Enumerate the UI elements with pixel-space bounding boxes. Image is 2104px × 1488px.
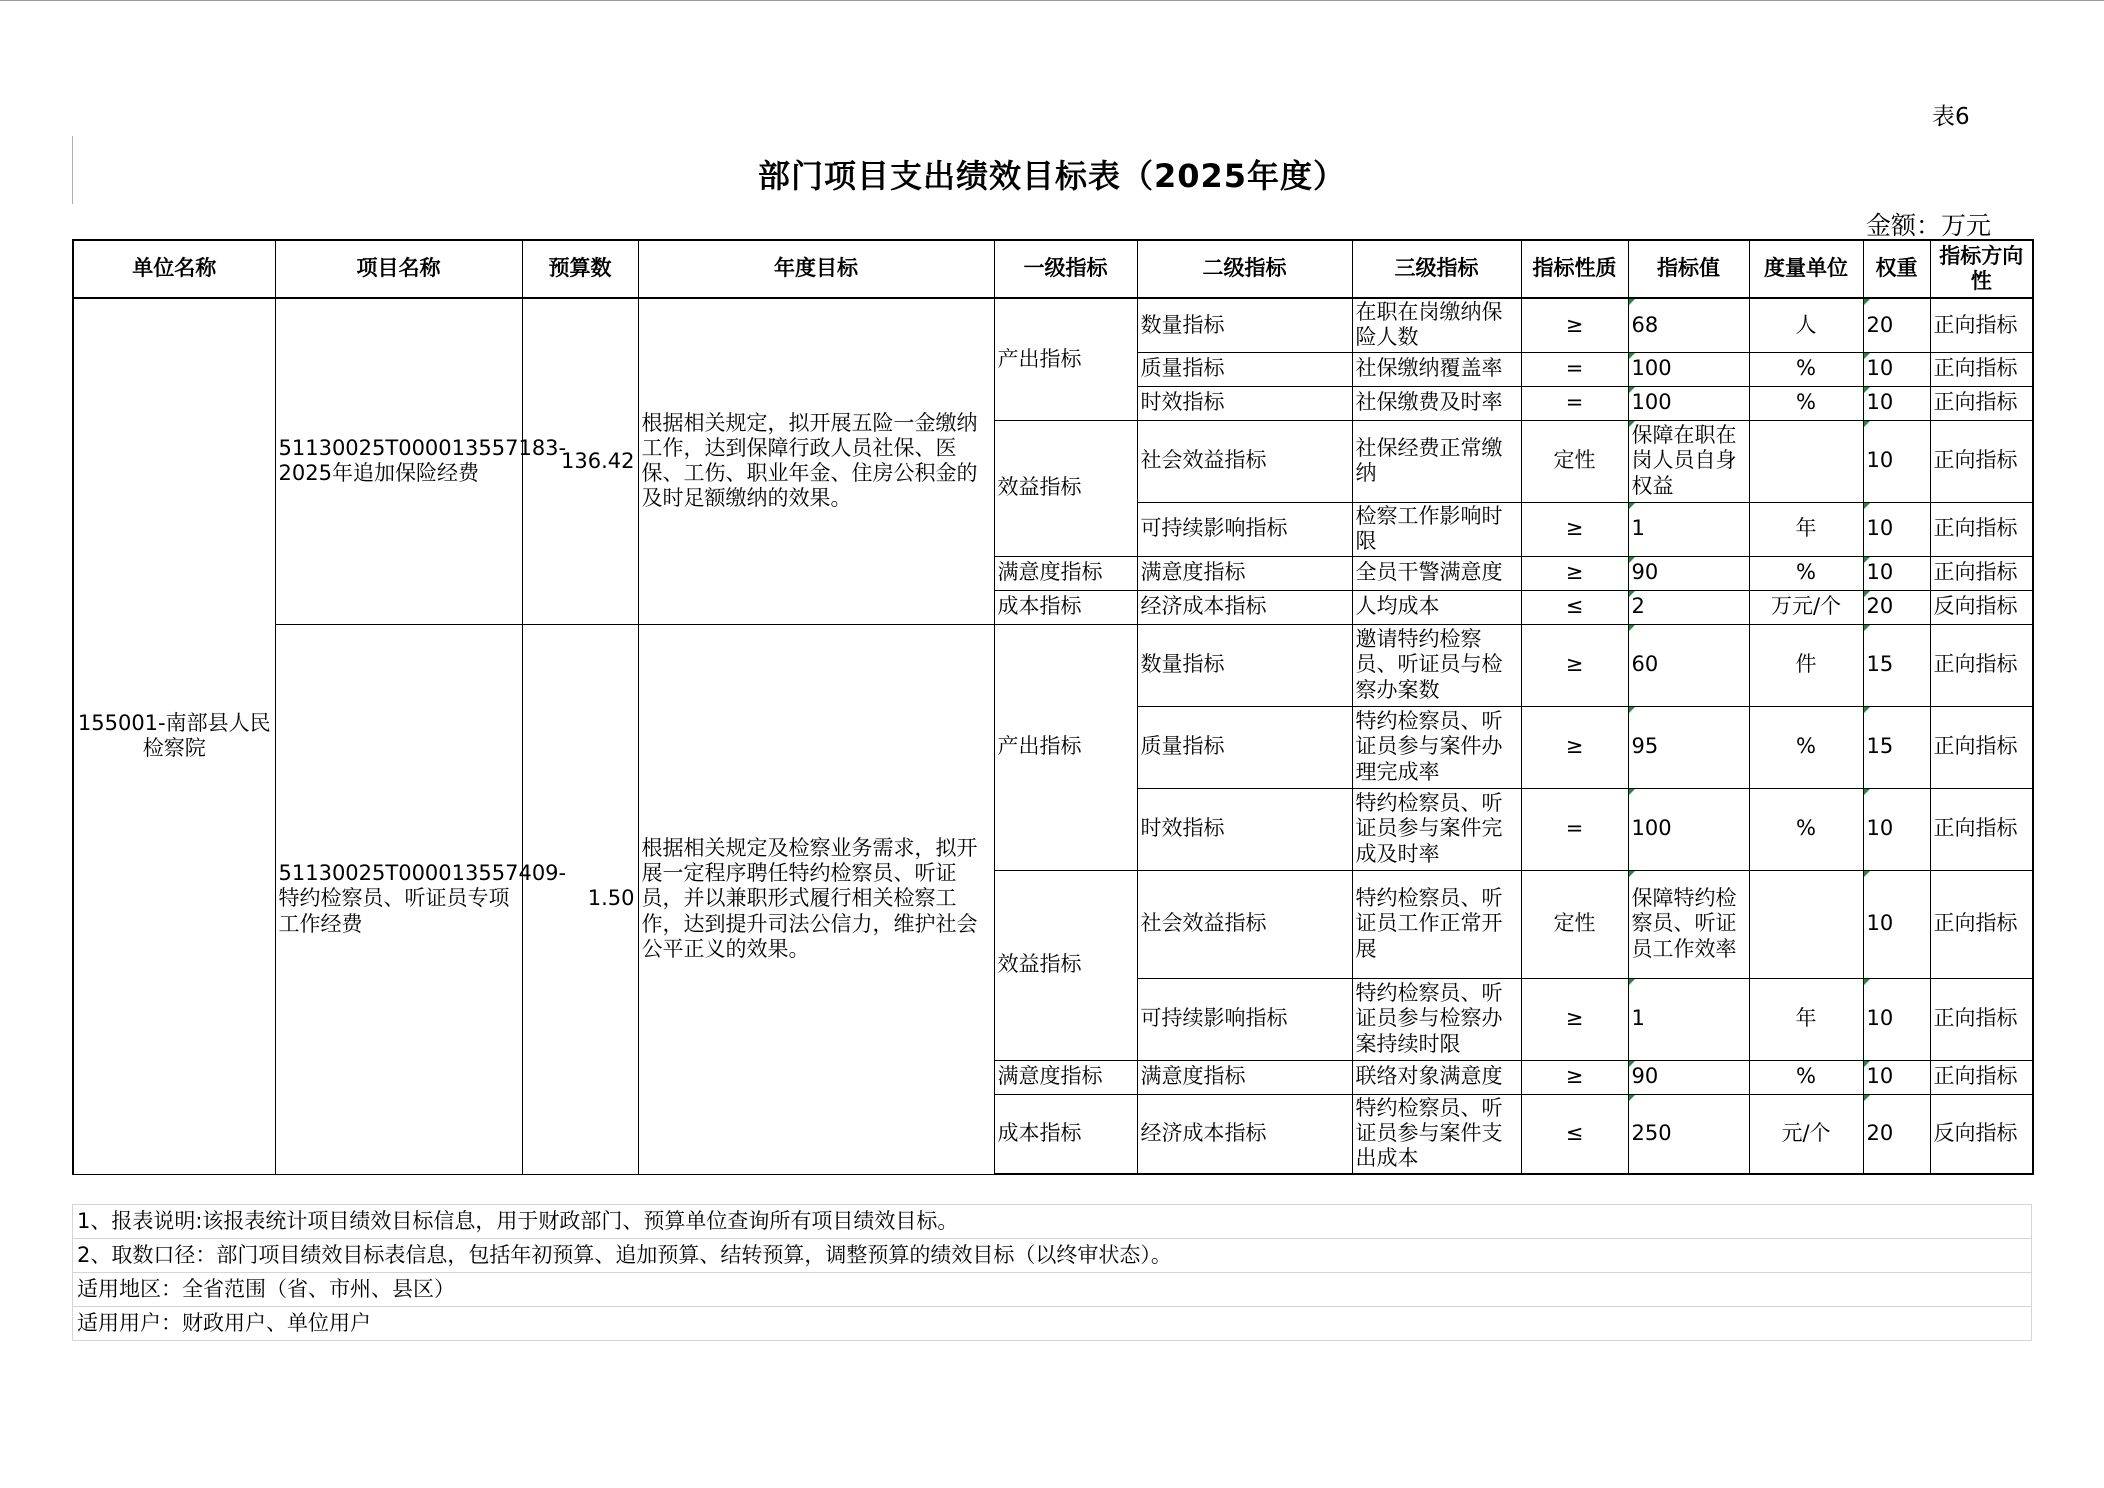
measure-unit-cell: % (1749, 706, 1863, 788)
level1-cell: 产出指标 (994, 624, 1137, 870)
direction-cell: 正向指标 (1930, 706, 2033, 788)
weight-cell: 10 (1863, 386, 1930, 420)
table-row (73, 298, 2033, 352)
level3-cell: 特约检察员、听证员参与案件办理完成率 (1352, 706, 1521, 788)
value-cell: 250 (1628, 1094, 1749, 1174)
header-level1: 一级指标 (994, 240, 1137, 298)
annual-goal-cell: 根据相关规定及检察业务需求，拟开展一定程序聘任特约检察员、听证员，并以兼职形式履行相关检察工作，达到提升司法公信力，维护社会公平正义的效果。 (638, 624, 994, 1174)
unit-name-cell: 155001-南部县人民检察院 (73, 298, 275, 1174)
level2-cell: 可持续影响指标 (1137, 978, 1352, 1060)
value-cell: 90 (1628, 1060, 1749, 1094)
measure-unit-cell: 人 (1749, 298, 1863, 352)
nature-cell: ≥ (1521, 706, 1628, 788)
level2-cell: 社会效益指标 (1137, 870, 1352, 978)
header-measure-unit: 度量单位 (1749, 240, 1863, 298)
table-row (73, 624, 2033, 706)
measure-unit-cell: 万元/个 (1749, 590, 1863, 624)
value-cell: 68 (1628, 298, 1749, 352)
value-cell: 保障在职在岗人员自身权益 (1628, 420, 1749, 502)
level3-cell: 在职在岗缴纳保险人数 (1352, 298, 1521, 352)
level2-cell: 时效指标 (1137, 788, 1352, 870)
level2-cell: 满意度指标 (1137, 556, 1352, 590)
level3-cell: 特约检察员、听证员工作正常开展 (1352, 870, 1521, 978)
direction-cell: 正向指标 (1930, 420, 2033, 502)
level2-cell: 经济成本指标 (1137, 1094, 1352, 1174)
level1-cell: 满意度指标 (994, 556, 1137, 590)
measure-unit-cell: % (1749, 556, 1863, 590)
level2-cell: 数量指标 (1137, 298, 1352, 352)
budget-cell: 136.42 (522, 298, 638, 624)
level3-cell: 检察工作影响时限 (1352, 502, 1521, 556)
level3-cell: 社保经费正常缴纳 (1352, 420, 1521, 502)
level3-cell: 人均成本 (1352, 590, 1521, 624)
weight-cell: 10 (1863, 420, 1930, 502)
weight-cell: 10 (1863, 870, 1930, 978)
measure-unit-cell: % (1749, 1060, 1863, 1094)
level3-cell: 全员干警满意度 (1352, 556, 1521, 590)
weight-cell: 10 (1863, 502, 1930, 556)
measure-unit-cell (1749, 870, 1863, 978)
level2-cell: 可持续影响指标 (1137, 502, 1352, 556)
nature-cell: = (1521, 788, 1628, 870)
level2-cell: 时效指标 (1137, 386, 1352, 420)
value-cell: 95 (1628, 706, 1749, 788)
level2-cell: 数量指标 (1137, 624, 1352, 706)
measure-unit-cell: 元/个 (1749, 1094, 1863, 1174)
value-cell: 100 (1628, 352, 1749, 386)
weight-cell: 20 (1863, 590, 1930, 624)
header-annual-goal: 年度目标 (638, 240, 994, 298)
direction-cell: 反向指标 (1930, 590, 2033, 624)
value-cell: 1 (1628, 978, 1749, 1060)
note-applicable-users: 适用用户：财政用户、单位用户 (72, 1306, 2032, 1341)
level3-cell: 邀请特约检察员、听证员与检察办案数 (1352, 624, 1521, 706)
direction-cell: 正向指标 (1930, 502, 2033, 556)
weight-cell: 10 (1863, 978, 1930, 1060)
page-title: 部门项目支出绩效目标表（2025年度） (757, 157, 1347, 195)
level3-cell: 社保缴纳覆盖率 (1352, 352, 1521, 386)
header-level2: 二级指标 (1137, 240, 1352, 298)
value-cell: 90 (1628, 556, 1749, 590)
nature-cell: ≥ (1521, 298, 1628, 352)
level3-cell: 特约检察员、听证员参与案件完成及时率 (1352, 788, 1521, 870)
nature-cell: ≥ (1521, 502, 1628, 556)
value-cell: 1 (1628, 502, 1749, 556)
measure-unit-cell: 年 (1749, 978, 1863, 1060)
budget-cell: 1.50 (522, 624, 638, 1174)
direction-cell: 正向指标 (1930, 624, 2033, 706)
header-weight: 权重 (1863, 240, 1930, 298)
level1-cell: 效益指标 (994, 420, 1137, 556)
value-cell: 100 (1628, 386, 1749, 420)
measure-unit-cell: % (1749, 386, 1863, 420)
level1-cell: 效益指标 (994, 870, 1137, 1060)
nature-cell: ≤ (1521, 590, 1628, 624)
level1-cell: 成本指标 (994, 590, 1137, 624)
direction-cell: 正向指标 (1930, 556, 2033, 590)
value-cell: 保障特约检察员、听证员工作效率 (1628, 870, 1749, 978)
nature-cell: ≥ (1521, 1060, 1628, 1094)
header-level3: 三级指标 (1352, 240, 1521, 298)
level1-cell: 成本指标 (994, 1094, 1137, 1174)
level2-cell: 经济成本指标 (1137, 590, 1352, 624)
nature-cell: ≥ (1521, 624, 1628, 706)
header-row (73, 240, 2033, 298)
project-name-cell: 51130025T000013557409-特约检察员、听证员专项工作经费 (275, 624, 522, 1174)
weight-cell: 10 (1863, 556, 1930, 590)
level2-cell: 质量指标 (1137, 352, 1352, 386)
level2-cell: 质量指标 (1137, 706, 1352, 788)
performance-target-table (72, 239, 2034, 1175)
direction-cell: 正向指标 (1930, 870, 2033, 978)
measure-unit-cell: % (1749, 352, 1863, 386)
weight-cell: 20 (1863, 1094, 1930, 1174)
note-applicable-region: 适用地区：全省范围（省、市州、县区） (72, 1272, 2032, 1306)
note-report-description: 1、报表说明:该报表统计项目绩效目标信息，用于财政部门、预算单位查询所有项目绩效目标。 (72, 1204, 2032, 1238)
level1-cell: 产出指标 (994, 298, 1137, 420)
level3-cell: 联络对象满意度 (1352, 1060, 1521, 1094)
value-cell: 2 (1628, 590, 1749, 624)
direction-cell: 正向指标 (1930, 386, 2033, 420)
header-budget: 预算数 (522, 240, 638, 298)
direction-cell: 正向指标 (1930, 788, 2033, 870)
page-top-border (0, 0, 2104, 1)
direction-cell: 反向指标 (1930, 1094, 2033, 1174)
nature-cell: ≥ (1521, 556, 1628, 590)
measure-unit-cell (1749, 420, 1863, 502)
measure-unit-cell: 件 (1749, 624, 1863, 706)
level2-cell: 社会效益指标 (1137, 420, 1352, 502)
level3-cell: 特约检察员、听证员参与检察办案持续时限 (1352, 978, 1521, 1060)
nature-cell: ≤ (1521, 1094, 1628, 1174)
header-direction: 指标方向性 (1930, 240, 2033, 298)
header-unit-name: 单位名称 (73, 240, 275, 298)
weight-cell: 15 (1863, 624, 1930, 706)
weight-cell: 15 (1863, 706, 1930, 788)
weight-cell: 20 (1863, 298, 1930, 352)
annual-goal-cell: 根据相关规定，拟开展五险一金缴纳工作，达到保障行政人员社保、医保、工伤、职业年金、住房公积金的及时足额缴纳的效果。 (638, 298, 994, 624)
level1-cell: 满意度指标 (994, 1060, 1137, 1094)
table-number: 表6 (1932, 104, 1970, 130)
header-project-name: 项目名称 (275, 240, 522, 298)
report-notes (72, 1204, 2032, 1341)
value-cell: 60 (1628, 624, 1749, 706)
header-nature: 指标性质 (1521, 240, 1628, 298)
nature-cell: 定性 (1521, 420, 1628, 502)
nature-cell: 定性 (1521, 870, 1628, 978)
level3-cell: 社保缴费及时率 (1352, 386, 1521, 420)
amount-unit: 金额：万元 (1866, 211, 1992, 240)
level3-cell: 特约检察员、听证员参与案件支出成本 (1352, 1094, 1521, 1174)
nature-cell: = (1521, 386, 1628, 420)
direction-cell: 正向指标 (1930, 298, 2033, 352)
weight-cell: 10 (1863, 1060, 1930, 1094)
weight-cell: 10 (1863, 788, 1930, 870)
nature-cell: = (1521, 352, 1628, 386)
value-cell: 100 (1628, 788, 1749, 870)
measure-unit-cell: % (1749, 788, 1863, 870)
level2-cell: 满意度指标 (1137, 1060, 1352, 1094)
direction-cell: 正向指标 (1930, 352, 2033, 386)
direction-cell: 正向指标 (1930, 1060, 2033, 1094)
weight-cell: 10 (1863, 352, 1930, 386)
header-value: 指标值 (1628, 240, 1749, 298)
direction-cell: 正向指标 (1930, 978, 2033, 1060)
measure-unit-cell: 年 (1749, 502, 1863, 556)
nature-cell: ≥ (1521, 978, 1628, 1060)
project-name-cell: 51130025T000013557183-2025年追加保险经费 (275, 298, 522, 624)
note-data-scope: 2、取数口径：部门项目绩效目标表信息，包括年初预算、追加预算、结转预算，调整预算的绩效目标（以终审状态）。 (72, 1238, 2032, 1272)
